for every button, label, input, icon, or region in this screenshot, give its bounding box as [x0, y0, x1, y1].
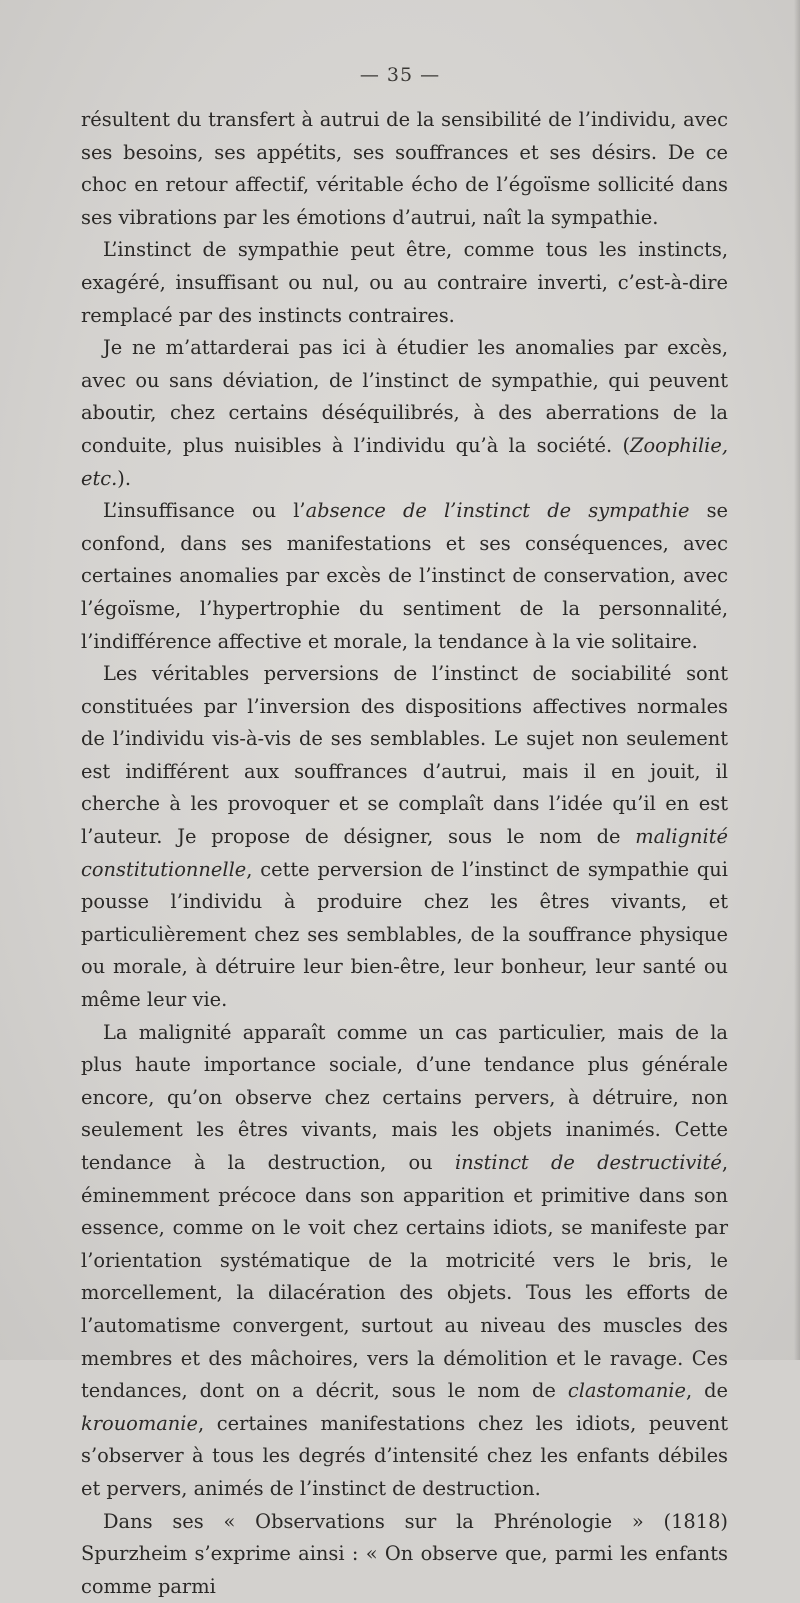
italic-text: clastomanie	[567, 1379, 686, 1403]
text-run: , éminemment précoce dans son apparition et primitive dans son essence, comme on le voit chez certains idiots, se manifeste par l’orientation systématique de la motricité vers le bris, le morcellement, la dilacération des objets. Tous les efforts de l’automatisme convergent, surtout au niveau des muscles des membres et des mâchoires, vers la démolition et le ravage. Ces tendances, dont on a décrit, sous le nom de	[81, 1151, 728, 1403]
text-run: , de	[685, 1379, 729, 1403]
page-number: — 35 —	[359, 64, 441, 86]
paragraph	[81, 332, 728, 495]
italic-text: Zoophilie, etc.	[81, 433, 728, 490]
text-run: se confond, dans ses manifestations et ses conséquences, avec certaines anomalies par excès de l’instinct de conservation, avec l’égoïsme, l’hypertrophie du sentiment de la personnalité, l’indifférence affective et morale, la tendance à la vie solitaire.	[81, 499, 728, 653]
text-run: Les véritables perversions de l’instinct de sociabilité sont constituées par l’inversion des dispositions affectives normales de l’individu vis-à-vis de ses semblables. Le sujet non seulement est indifférent aux souffrances d’autrui, mais il en jouit, il cherche à les provoquer et se complaît dans l’idée qu’il en est l’auteur. Je propose de désigner, sous le nom de	[81, 662, 728, 849]
italic-text: absence de l’instinct de sympathie	[305, 499, 690, 523]
paragraph	[81, 1017, 728, 1506]
text-run: , certaines manifestations chez les idiots, peuvent s’observer à tous les degrés d’intensité chez les enfants débiles et pervers, animés de l’instinct de destruction.	[81, 1411, 728, 1500]
body-text	[81, 104, 728, 1603]
text-run: La malignité apparaît comme un cas particulier, mais de la plus haute importance sociale, d’une tendance plus générale encore, qu’on observe chez certains pervers, à détruire, non seulement les êtres vivants, mais les objets inanimés. Cette tendance à la destruction, ou	[81, 1020, 728, 1174]
paragraph	[81, 234, 728, 332]
paragraph	[81, 104, 728, 234]
text-run: ).	[117, 466, 132, 490]
paragraph	[81, 1506, 728, 1603]
text-run: Je ne m’attarderai pas ici à étudier les anomalies par excès, avec ou sans déviation, de l’instinct de sympathie, qui peuvent aboutir, chez certains déséquilibrés, à des aberrations de la conduite, plus nuisibles à l’individu qu’à la société. (	[81, 336, 728, 457]
text-run: résultent du transfert à autrui de la sensibilité de l’individu, avec ses besoins, ses appétits, ses souffrances et ses désirs. De ce choc en retour affectif, véritable écho de l’égoïsme sollicité dans ses vibrations par les émotions d’autrui, naît la sympathie.	[81, 108, 728, 229]
page-edge-shadow	[794, 0, 800, 1360]
text-run: Dans ses « Observations sur la Phrénologie » (1818) Spurzheim s’exprime ainsi : « On observe que, parmi les enfants comme parmi	[81, 1509, 728, 1598]
text-run: L’instinct de sympathie peut être, comme tous les instincts, exagéré, insuffisant ou nul, ou au contraire inverti, c’est-à-dire remplacé par des instincts contraires.	[81, 238, 728, 327]
italic-text: instinct de destructivité	[454, 1151, 722, 1174]
text-run: , cette perversion de l’instinct de sympathie qui pousse l’individu à produire chez les êtres vivants, et particulièrement chez ses semblables, de la souffrance physique ou morale, à détruire leur bien-être, leur bonheur, leur santé ou même leur vie.	[81, 857, 728, 1012]
paragraph	[81, 658, 728, 1017]
italic-text: malignité constitutionnelle	[81, 825, 728, 881]
italic-text: krouomanie	[81, 1411, 198, 1435]
text-run: L’insuffisance ou l’	[103, 499, 306, 523]
paragraph	[81, 495, 728, 658]
